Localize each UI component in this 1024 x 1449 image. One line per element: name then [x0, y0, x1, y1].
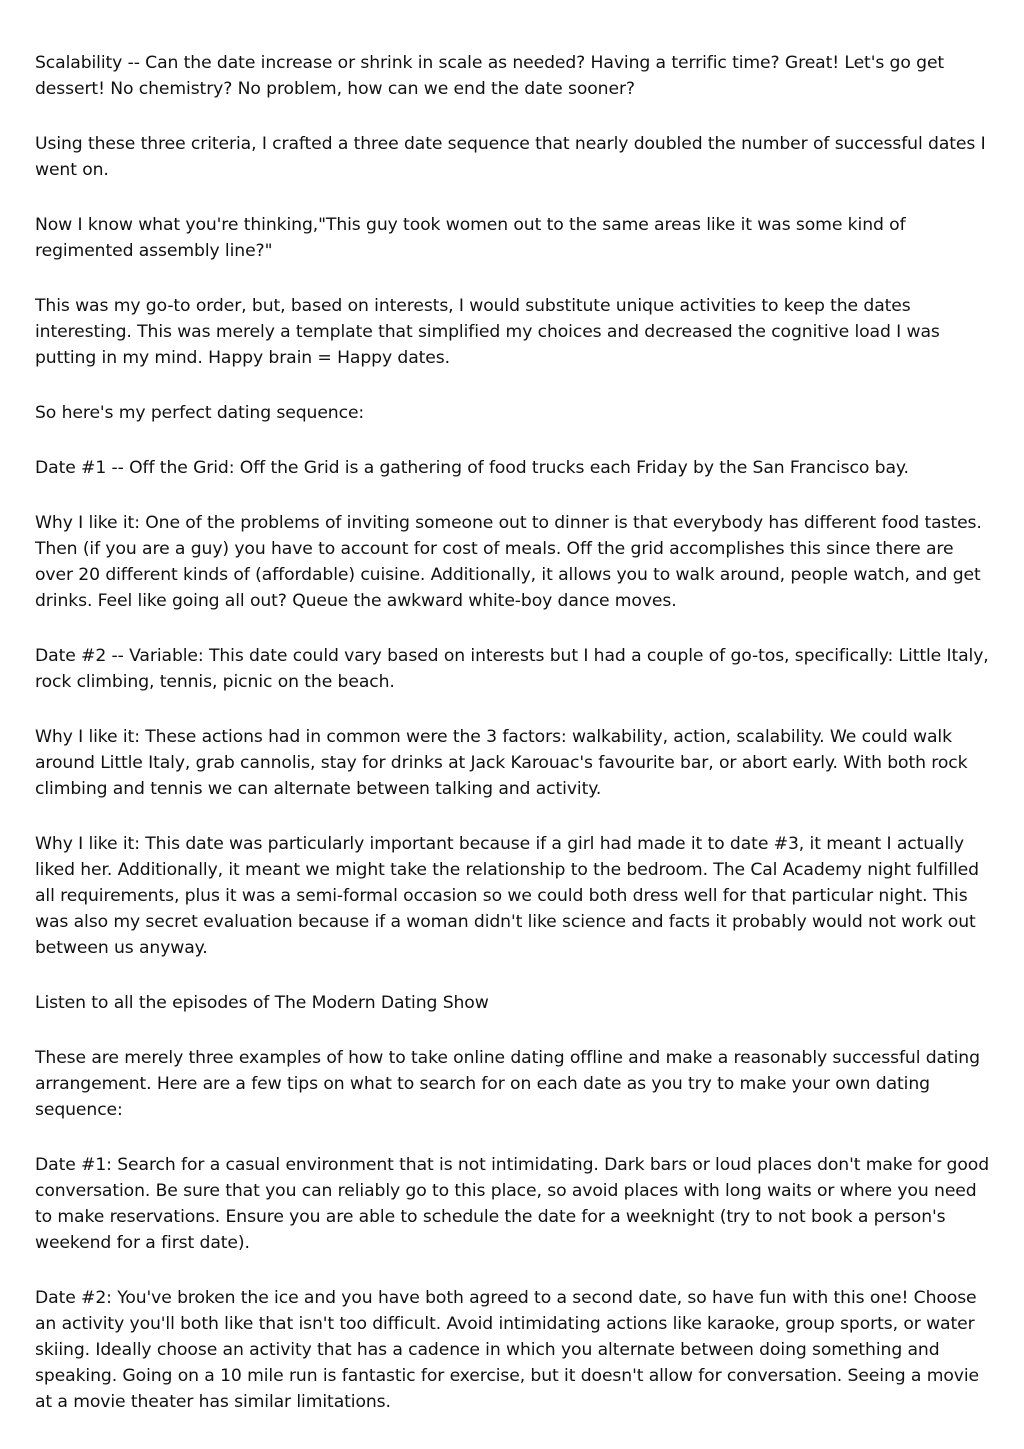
- paragraph-three-criteria: Using these three criteria, I crafted a three date sequence that nearly doubled the number of successful dates I went on.: [35, 134, 986, 180]
- paragraph-date-2-why: Why I like it: These actions had in common were the 3 factors: walkability, action, scalability. We could walk around Little Italy, grab cannolis, stay for drinks at Jack Karouac's favourite bar, or abort early. With both rock climbing and tennis we can alternate between talking and activity.: [35, 727, 968, 799]
- paragraph-examples: These are merely three examples of how to take online dating offline and make a reasonably successful dating arrangement. Here are a few tips on what to search for on each date as you try to make your own dating sequence:: [35, 1048, 980, 1120]
- paragraph-date-3-why: Why I like it: This date was particularly important because if a girl had made it to date #3, it meant I actually liked her. Additionally, it meant we might take the relationship to the bedroom. The Cal Academy night fulfilled all requirements, plus it was a semi-formal occasion so we could both dress well for that particular night. This was also my secret evaluation because if a woman didn't like science and facts it probably would not work out between us anyway.: [35, 834, 979, 958]
- paragraph-date-1-why: Why I like it: One of the problems of inviting someone out to dinner is that everybody has different food tastes. Then (if you are a guy) you have to account for cost of meals. Off the grid accomplishes this since there are over 20 different kinds of (affordable) cuisine. Additionally, it allows you to walk around, people watch, and get drinks. Feel like going all out? Queue the awkward white-boy dance moves.: [35, 513, 982, 611]
- document-body: [35, 50, 995, 1444]
- paragraph-tip-date-1: Date #1: Search for a casual environment that is not intimidating. Dark bars or loud places don't make for good conversation. Be sure that you can reliably go to this place, so avoid places with long waits or where you need to make reservations. Ensure you are able to schedule the date for a weeknight (try to not book a person's weekend for a first date).: [35, 1155, 990, 1253]
- paragraph-tip-date-2: Date #2: You've broken the ice and you have both agreed to a second date, so have fun with this one! Choose an activity you'll both like that isn't too difficult. Avoid intimidating actions like karaoke, group sports, or water skiing. Ideally choose an activity that has a cadence in which you alternate between doing something and speaking. Going on a 10 mile run is fantastic for exercise, but it doesn't allow for conversation. Seeing a movie at a movie theater has similar limitations.: [35, 1288, 979, 1412]
- paragraph-assembly-line: Now I know what you're thinking,"This guy took women out to the same areas like it was some kind of regimented assembly line?": [35, 215, 906, 261]
- paragraph-sequence-intro: So here's my perfect dating sequence:: [35, 403, 365, 423]
- paragraph-date-1: Date #1 -- Off the Grid: Off the Grid is a gathering of food trucks each Friday by the San Francisco bay.: [35, 458, 909, 478]
- paragraph-go-to-order: This was my go-to order, but, based on interests, I would substitute unique activities to keep the dates interesting. This was merely a template that simplified my choices and decreased the cognitive load I was putting in my mind. Happy brain = Happy dates.: [35, 296, 940, 368]
- paragraph-scalability: Scalability -- Can the date increase or shrink in scale as needed? Having a terrific time? Great! Let's go get dessert! No chemistry? No problem, how can we end the date sooner?: [35, 53, 945, 99]
- paragraph-date-2: Date #2 -- Variable: This date could vary based on interests but I had a couple of go-tos, specifically: Little Italy, rock climbing, tennis, picnic on the beach.: [35, 646, 989, 692]
- paragraph-listen-episodes: Listen to all the episodes of The Modern Dating Show: [35, 993, 489, 1013]
